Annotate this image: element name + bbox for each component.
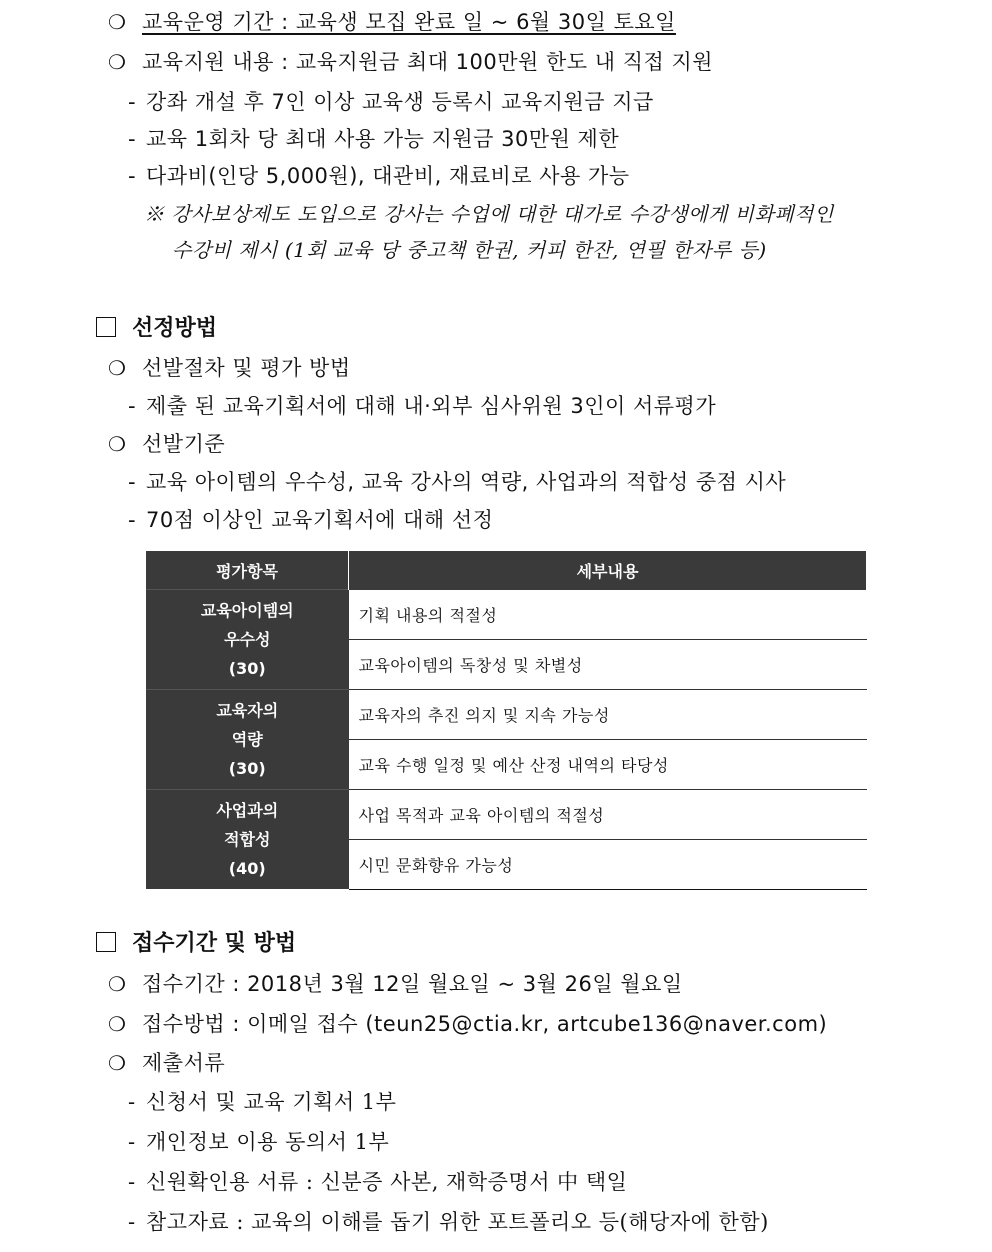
detail-cell: 교육아이템의 독창성 및 차별성 bbox=[349, 639, 867, 689]
checkbox-square-icon bbox=[96, 932, 116, 952]
doc-item: - 신청서 및 교육 기획서 1부 bbox=[128, 1090, 397, 1114]
doc-item: - 신원확인용 서류 : 신분증 사본, 재학증명서 中 택일 bbox=[128, 1170, 628, 1194]
support-item: - 다과비(인당 5,000원), 대관비, 재료비로 사용 가능 bbox=[128, 164, 630, 188]
support-title: ❍ 교육지원 내용 : 교육지원금 최대 100만원 한도 내 직접 지원 bbox=[108, 50, 714, 74]
category-cell: 교육아이템의 우수성 (30) bbox=[146, 590, 349, 690]
criteria-title: ❍ 선발기준 bbox=[108, 432, 226, 456]
category-cell: 교육자의 역량 (30) bbox=[146, 689, 349, 789]
circle-bullet-icon: ❍ bbox=[108, 1051, 127, 1075]
table-header-row bbox=[146, 551, 867, 590]
circle-bullet-icon: ❍ bbox=[108, 432, 127, 456]
evaluation-table bbox=[146, 551, 867, 890]
doc-item: - 개인정보 이용 동의서 1부 bbox=[128, 1130, 390, 1154]
docs-title: ❍ 제출서류 bbox=[108, 1051, 226, 1075]
detail-cell: 시민 문화향유 가능성 bbox=[349, 839, 867, 889]
note-line: 수강비 제시 (1회 교육 당 중고책 한권, 커피 한잔, 연필 한자루 등) bbox=[172, 238, 767, 262]
header-detail: 세부내용 bbox=[349, 551, 867, 590]
table-row bbox=[146, 590, 867, 640]
procedure-item: - 제출 된 교육기획서에 대해 내·외부 심사위원 3인이 서류평가 bbox=[128, 394, 717, 418]
note-line: ※ 강사보상제도 도입으로 강사는 수업에 대한 대가로 수강생에게 비화폐적인 bbox=[144, 202, 834, 226]
reception-period: ❍ 접수기간 : 2018년 3월 12일 월요일 ~ 3월 26일 월요일 bbox=[108, 972, 683, 996]
circle-bullet-icon: ❍ bbox=[108, 1012, 127, 1036]
checkbox-square-icon bbox=[96, 317, 116, 337]
reception-method: ❍ 접수방법 : 이메일 접수 (teun25@ctia.kr, artcube136@naver.com) bbox=[108, 1012, 828, 1036]
criteria-item: - 교육 아이템의 우수성, 교육 강사의 역량, 사업과의 적합성 중점 시사 bbox=[128, 470, 787, 494]
circle-bullet-icon: ❍ bbox=[108, 972, 127, 996]
support-item: - 교육 1회차 당 최대 사용 가능 지원금 30만원 제한 bbox=[128, 127, 620, 151]
table-row bbox=[146, 689, 867, 739]
header-eval-item: 평가항목 bbox=[146, 551, 349, 590]
circle-bullet-icon: ❍ bbox=[108, 10, 127, 34]
criteria-item: - 70점 이상인 교육기획서에 대해 선정 bbox=[128, 508, 494, 532]
detail-cell: 교육 수행 일정 및 예산 산정 내역의 타당성 bbox=[349, 739, 867, 789]
circle-bullet-icon: ❍ bbox=[108, 50, 127, 74]
detail-cell: 교육자의 추진 의지 및 지속 가능성 bbox=[349, 689, 867, 739]
support-item: - 강좌 개설 후 7인 이상 교육생 등록시 교육지원금 지급 bbox=[128, 90, 654, 114]
doc-item: - 참고자료 : 교육의 이해를 돕기 위한 포트폴리오 등(해당자에 한함) bbox=[128, 1210, 769, 1234]
detail-cell: 기획 내용의 적절성 bbox=[349, 590, 867, 640]
detail-cell: 사업 목적과 교육 아이템의 적절성 bbox=[349, 789, 867, 839]
procedure-title: ❍ 선발절차 및 평가 방법 bbox=[108, 356, 351, 380]
reception-heading: 접수기간 및 방법 bbox=[96, 928, 296, 958]
operation-period: ❍ 교육운영 기간 : 교육생 모집 완료 일 ~ 6월 30일 토요일 bbox=[108, 10, 676, 34]
category-cell: 사업과의 적합성 (40) bbox=[146, 789, 349, 889]
selection-heading: 선정방법 bbox=[96, 313, 217, 343]
table-row bbox=[146, 789, 867, 839]
circle-bullet-icon: ❍ bbox=[108, 356, 127, 380]
